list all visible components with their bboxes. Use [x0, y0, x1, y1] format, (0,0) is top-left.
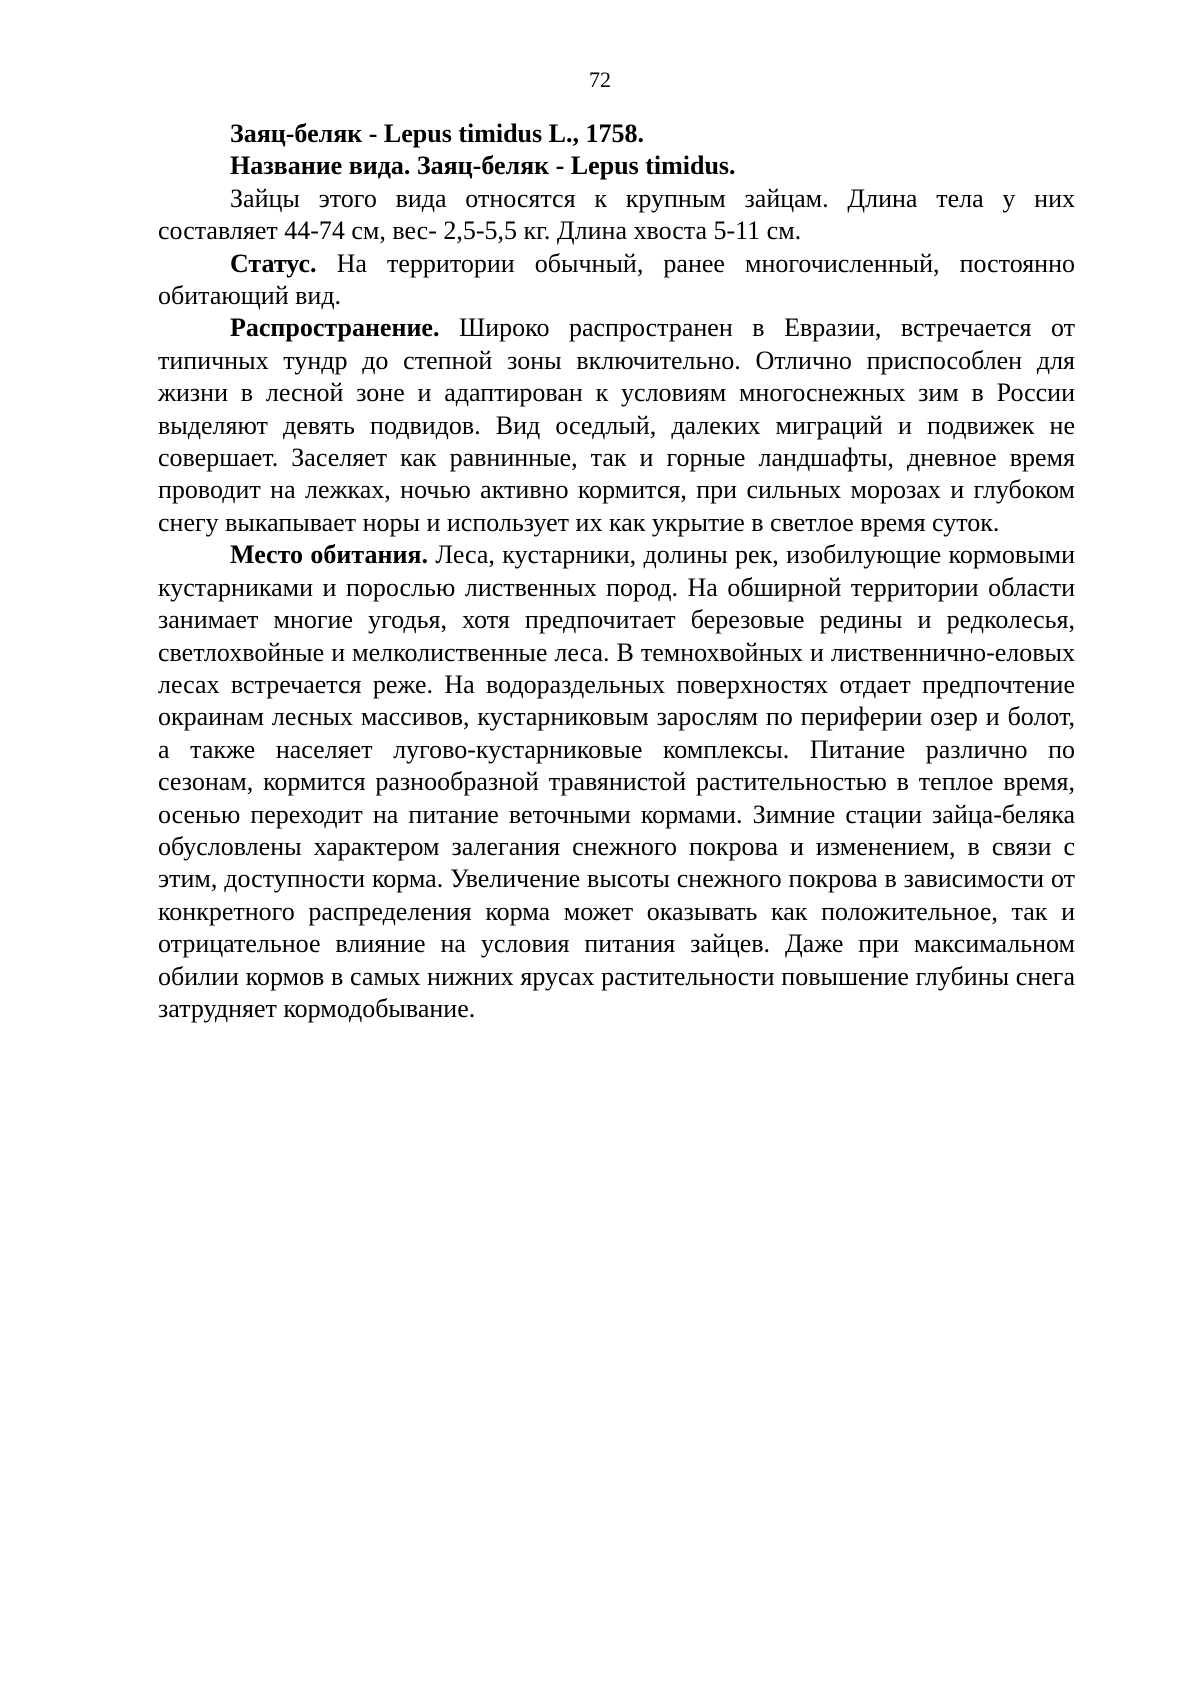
distribution-label: Распространение. [230, 313, 440, 343]
status-paragraph [158, 248, 1075, 313]
status-text: На территории обычный, ранее многочисленный, постоянно обитающий вид. [158, 248, 1075, 311]
status-label: Статус. [230, 248, 317, 278]
page-number: 72 [589, 67, 611, 92]
species-title: Заяц-беляк - Lepus timidus L., 1758. [230, 119, 644, 148]
species-name-heading: Название вида. Заяц-беляк - Lepus timidus. [230, 151, 736, 181]
document-body [158, 118, 1075, 1025]
habitat-text: Леса, кустарники, долины рек, изобилующие кормовыми кустарниками и порослью лиственных пород. На обширной территории области занимает многие угодья, хотя предпочитает березовые редины и редколесья, светлохвойные и мелколиственные леса. В темнохвойных и лиственнично-еловых лесах встречается реже. На водораздельных поверхностях отдает предпочтение окраинам лесных массивов, кустарниковым зарослям по периферии озер и болот, а также населяет лугово-кустарниковые комплексы. Питание различно по сезонам, кормится разнообразной травянистой растительностью в теплое время, осенью переходит на питание веточными кормами. Зимние стации зайца-беляка обусловлены характером залегания снежного покрова и изменением, в связи с этим, доступности корма. Увеличение высоты снежного покрова в зависимости от конкретного распределения корма может оказывать как положительное, так и отрицательное влияние на условия питания зайцев. Даже при максимальном обилии кормов в самых нижних ярусах растительности повышение глубины снега затрудняет кормодобывание. [158, 540, 1075, 1023]
habitat-paragraph [158, 539, 1075, 1025]
description-paragraph: Зайцы этого вида относятся к крупным зайцам. Длина тела у них составляет 44-74 см, вес- 2,5-5,5 кг. Длина хвоста 5-11 см. [158, 183, 1075, 246]
distribution-paragraph [158, 312, 1075, 539]
habitat-label: Место обитания. [230, 540, 428, 570]
distribution-text: Широко распространен в Евразии, встречается от типичных тундр до степной зоны включительно. Отлично приспособлен для жизни в лесной зоне и адаптирован к условиям многоснежных зим в России выделяют девять подвидов. Вид оседлый, далеких миграций и подвижек не совершает. Заселяет как равнинные, так и горные ландшафты, дневное время проводит на лежках, ночью активно кормится, при сильных морозах и глубоком снегу выкапывает норы и использует их как укрытие в светлое время суток. [158, 313, 1075, 537]
